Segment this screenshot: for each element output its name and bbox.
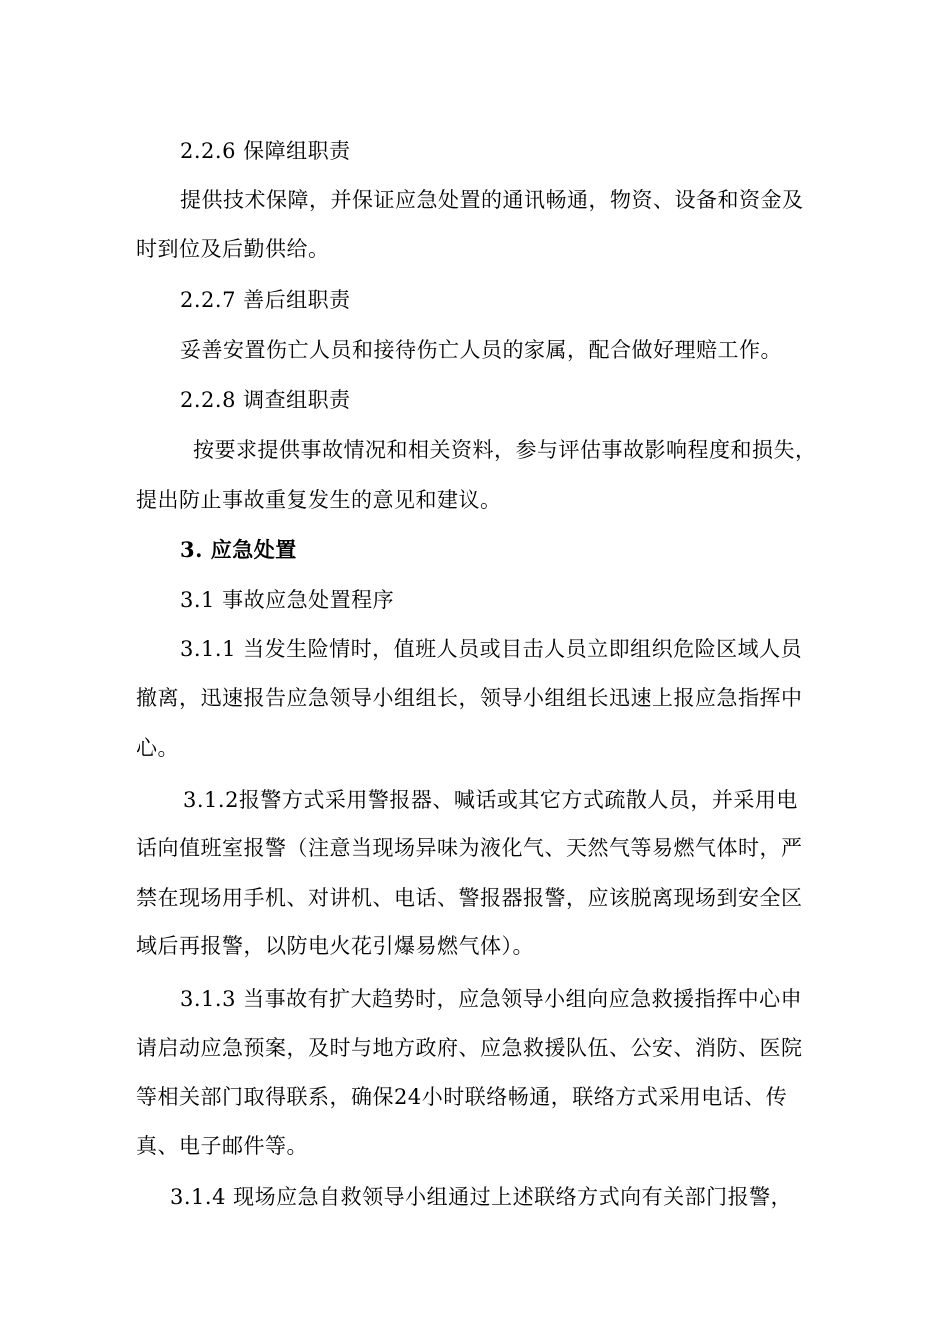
paragraph-line: 等相关部门取得联系，确保24小时联络畅通，联络方式采用电话、传 — [136, 1085, 788, 1109]
section-heading-2-2-8: 2.2.8 调查组职责 — [180, 388, 351, 412]
paragraph-line: 妥善安置伤亡人员和接待伤亡人员的家属，配合做好理赔工作。 — [180, 338, 782, 362]
paragraph-line: 3.1.1 当发生险情时，值班人员或目击人员立即组织危险区域人员 — [180, 637, 803, 661]
paragraph-line: 时到位及后勤供给。 — [136, 237, 330, 261]
paragraph-line: 3.1.2报警方式采用警报器、喊话或其它方式疏散人员，并采用电 — [183, 788, 798, 812]
chapter-heading-3: 3. 应急处置 — [180, 537, 297, 562]
section-heading-2-2-7: 2.2.7 善后组职责 — [180, 288, 351, 312]
paragraph-line: 3.1.4 现场应急自救领导小组通过上述联络方式向有关部门报警， — [170, 1185, 793, 1209]
section-heading-2-2-6: 2.2.6 保障组职责 — [180, 139, 351, 163]
paragraph-line: 请启动应急预案，及时与地方政府、应急救援队伍、公安、消防、医院 — [136, 1036, 803, 1060]
paragraph-line: 心。 — [136, 736, 179, 760]
paragraph-line: 3.1.3 当事故有扩大趋势时，应急领导小组向应急救援指挥中心申 — [180, 987, 803, 1011]
paragraph-line: 按要求提供事故情况和相关资料，参与评估事故影响程度和损失， — [193, 438, 817, 462]
paragraph-line: 域后再报警，以防电火花引爆易燃气体）。 — [136, 934, 534, 958]
section-heading-3-1: 3.1 事故应急处置程序 — [180, 588, 395, 612]
paragraph-line: 禁在现场用手机、对讲机、电话、警报器报警，应该脱离现场到安全区 — [136, 886, 803, 910]
paragraph-line: 提供技术保障，并保证应急处置的通讯畅通，物资、设备和资金及 — [180, 188, 804, 212]
paragraph-line: 真、电子邮件等。 — [136, 1134, 308, 1158]
paragraph-line: 提出防止事故重复发生的意见和建议。 — [136, 488, 502, 512]
paragraph-line: 撤离，迅速报告应急领导小组组长，领导小组组长迅速上报应急指挥中 — [136, 686, 803, 710]
paragraph-line: 话向值班室报警（注意当现场异味为液化气、天然气等易燃气体时，严 — [136, 836, 803, 860]
